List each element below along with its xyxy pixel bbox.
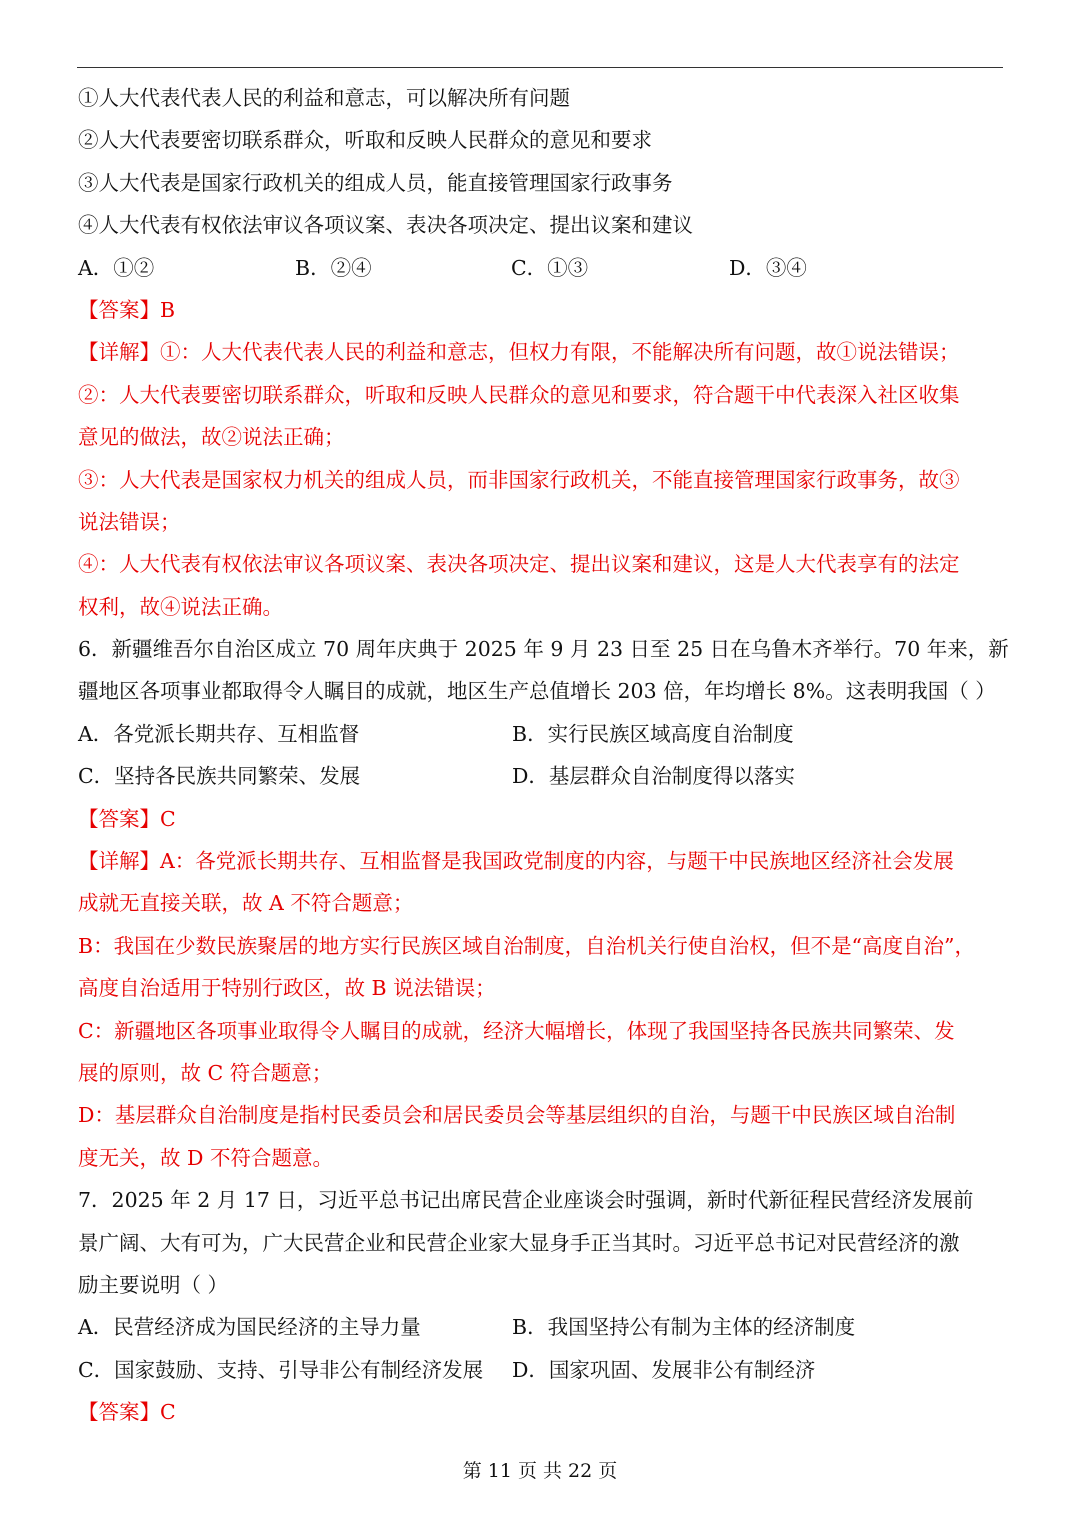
q5-detail-line: ③：人大代表是国家权力机关的组成人员，而非国家行政机关，不能直接管理国家行政事务，故③ xyxy=(78,467,960,492)
q5-statement: ①人大代表代表人民的利益和意志，可以解决所有问题 xyxy=(78,86,570,110)
q5-option-a: A．①② xyxy=(78,255,155,280)
q5-statement: ③人大代表是国家行政机关的组成人员，能直接管理国家行政事务 xyxy=(78,170,673,195)
q6-detail-line: 展的原则，故 C 符合题意； xyxy=(78,1060,333,1085)
q6-option-d: D．基层群众自治制度得以落实 xyxy=(512,764,795,789)
q5-detail-line: 权利，故④说法正确。 xyxy=(78,594,283,619)
q6-detail-line: 度无关，故 D 不符合题意。 xyxy=(78,1145,333,1170)
q7-option-a: A．民营经济成为国民经济的主导力量 xyxy=(78,1315,421,1340)
q6-detail-line: C：新疆地区各项事业取得令人瞩目的成就，经济大幅增长，体现了我国坚持各民族共同繁荣、发 xyxy=(78,1018,955,1043)
q7-option-c: C．国家鼓励、支持、引导非公有制经济发展 xyxy=(78,1357,484,1382)
q6-option-c: C．坚持各民族共同繁荣、发展 xyxy=(78,764,361,789)
q5-statement: ④人大代表有权依法审议各项议案、表决各项决定、提出议案和建议 xyxy=(78,213,693,238)
q7-options-row-2 xyxy=(78,1349,1004,1391)
page-footer: 第 11 页 共 22 页 xyxy=(462,1460,618,1482)
q6-option-a: A．各党派长期共存、互相监督 xyxy=(78,721,360,746)
q5-detail-line: 【详解】①：人大代表代表人民的利益和意志，但权力有限，不能解决所有问题，故①说法错误； xyxy=(78,340,960,365)
q5-answer: 【答案】B xyxy=(78,297,176,322)
q7-options-row-1 xyxy=(78,1306,1004,1348)
page-content xyxy=(78,77,1009,1434)
q6-detail-line: B：我国在少数民族聚居的地方实行民族区域自治制度，自治机关行使自治权，但不是“高度自治”， xyxy=(78,933,976,958)
q5-detail-line: ②：人大代表要密切联系群众，听取和反映人民群众的意见和要求，符合题干中代表深入社区收集 xyxy=(78,382,960,407)
q6-answer: 【答案】C xyxy=(78,806,176,831)
q5-detail-line: 意见的做法，故②说法正确； xyxy=(78,425,345,450)
q7-stem-line: 7．2025 年 2 月 17 日，习近平总书记出席民营企业座谈会时强调，新时代新征程民营经济发展前 xyxy=(78,1188,974,1213)
q5-statement: ②人大代表要密切联系群众，听取和反映人民群众的意见和要求 xyxy=(78,128,652,153)
q5-option-c: C．①③ xyxy=(511,255,589,280)
q6-stem-line: 疆地区各项事业都取得令人瞩目的成就，地区生产总值增长 203 倍，年均增长 8%。这表明我国（ ） xyxy=(78,679,996,704)
q6-options-row-2 xyxy=(78,755,1004,797)
q7-stem-line: 景广阔、大有可为，广大民营企业和民营企业家大显身手正当其时。习近平总书记对民营经济的激 xyxy=(78,1230,960,1255)
q5-detail-line: ④：人大代表有权依法审议各项议案、表决各项决定、提出议案和建议，这是人大代表享有的法定 xyxy=(78,552,960,577)
q5-detail-line: 说法错误； xyxy=(78,509,181,534)
q7-answer: 【答案】C xyxy=(78,1400,176,1425)
q7-stem-line: 励主要说明（ ） xyxy=(78,1272,229,1297)
q6-detail-line: 【详解】A：各党派长期共存、互相监督是我国政党制度的内容，与题干中民族地区经济社会发展 xyxy=(78,849,954,874)
q5-options xyxy=(78,247,1004,289)
q6-detail-line: 成就无直接关联，故 A 不符合题意； xyxy=(78,891,414,916)
q5-option-b: B．②④ xyxy=(295,255,372,280)
q7-option-b: B．我国坚持公有制为主体的经济制度 xyxy=(512,1315,856,1340)
q6-detail-line: 高度自治适用于特别行政区，故 B 说法错误； xyxy=(78,976,496,1001)
q6-options-row-1 xyxy=(78,713,1004,755)
header-rule xyxy=(77,67,1003,68)
q6-option-b: B．实行民族区域高度自治制度 xyxy=(512,721,794,746)
q7-option-d: D．国家巩固、发展非公有制经济 xyxy=(512,1357,816,1382)
q5-option-d: D．③④ xyxy=(729,255,807,280)
q6-detail-line: D：基层群众自治制度是指村民委员会和居民委员会等基层组织的自治，与题干中民族区域自治制 xyxy=(78,1103,956,1128)
q6-stem-line: 6．新疆维吾尔自治区成立 70 周年庆典于 2025 年 9 月 23 日至 25 日在乌鲁木齐举行。70 年来，新 xyxy=(78,637,1009,662)
